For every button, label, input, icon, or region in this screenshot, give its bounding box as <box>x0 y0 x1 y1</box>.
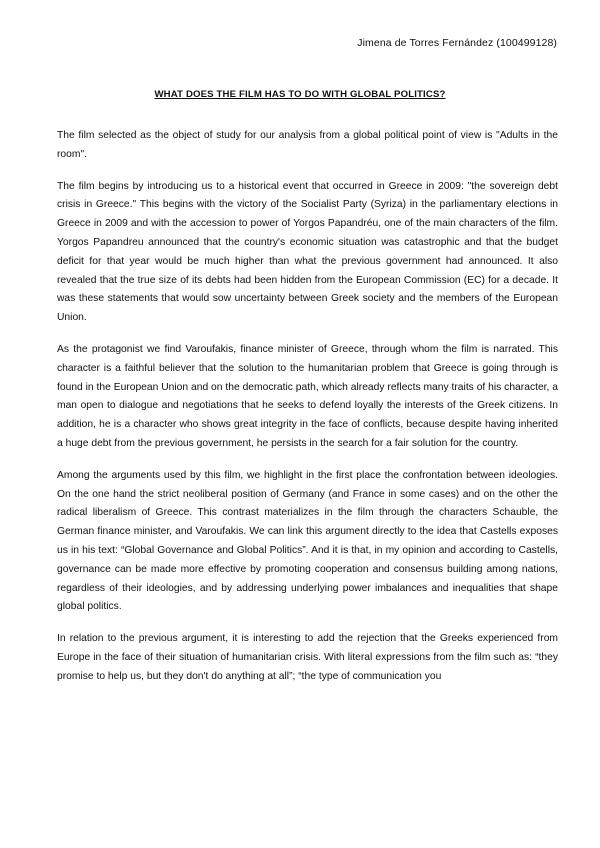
paragraph-intro: The film selected as the object of study for our analysis from a global political point of view is "Adults in the room". <box>57 130 558 160</box>
paragraph-protagonist: As the protagonist we find Varoufakis, finance minister of Greece, through whom the film is narrated. This character is a faithful believer that the solution to the humanitarian problem that Greece is going through is found in the European Union and on the democratic path, which already reflects many traits of his character, a man open to dialogue and negotiations that he seeks to defend loyally the interests of the Greek citizens. In addition, he is a character who shows great integrity in the face of conflicts, because despite having inherited a huge debt from the previous government, he persists in the search for a fair solution for the country. <box>57 343 558 449</box>
author-header: Jimena de Torres Fernández (100499128) <box>357 37 557 49</box>
paragraph-ideologies: Among the arguments used by this film, we highlight in the first place the confrontation between ideologies. On the one hand the strict neoliberal position of Germany (and France in some cases) and on the other the radical liberalism of Greece. This contrast materializes in the film through the characters Schauble, the German finance minister, and Varoufakis. We can link this argument directly to the idea that Castells exposes us in his text: “Global Governance and Global Politics”. And it is that, in my opinion and according to Castells, governance can be made more effective by promoting cooperation and consensus building among nations, regardless of their ideologies, and by addressing underlying power imbalances and inequalities that shape global politics. <box>57 469 558 613</box>
paragraph-historical-context: The film begins by introducing us to a historical event that occurred in Greece in 2009: "the sovereign debt crisis in Greece." This begins with the victory of the Socialist Party (Syriza) in the parliamentary elections in Greece in 2009 and with the accession to power of Yorgos Papandréu, one of the main characters of the film. Yorgos Papandreu announced that the country's economic situation was catastrophic and that the budget deficit for that year would be much higher than what the previous government had announced. It also revealed that the true size of its debts had been hidden from the European Commission (EC) for a decade. It was these statements that would sow uncertainty between Greek society and the members of the European Union. <box>57 180 558 324</box>
document-body <box>57 127 558 700</box>
document-title: WHAT DOES THE FILM HAS TO DO WITH GLOBAL POLITICS? <box>154 89 446 100</box>
paragraph-rejection: In relation to the previous argument, it is interesting to add the rejection that the Greeks experienced from Europe in the face of their situation of humanitarian crisis. With literal expressions from the film such as: “they promise to help us, but they don't do anything at all”; “the type of communication you <box>57 633 558 682</box>
